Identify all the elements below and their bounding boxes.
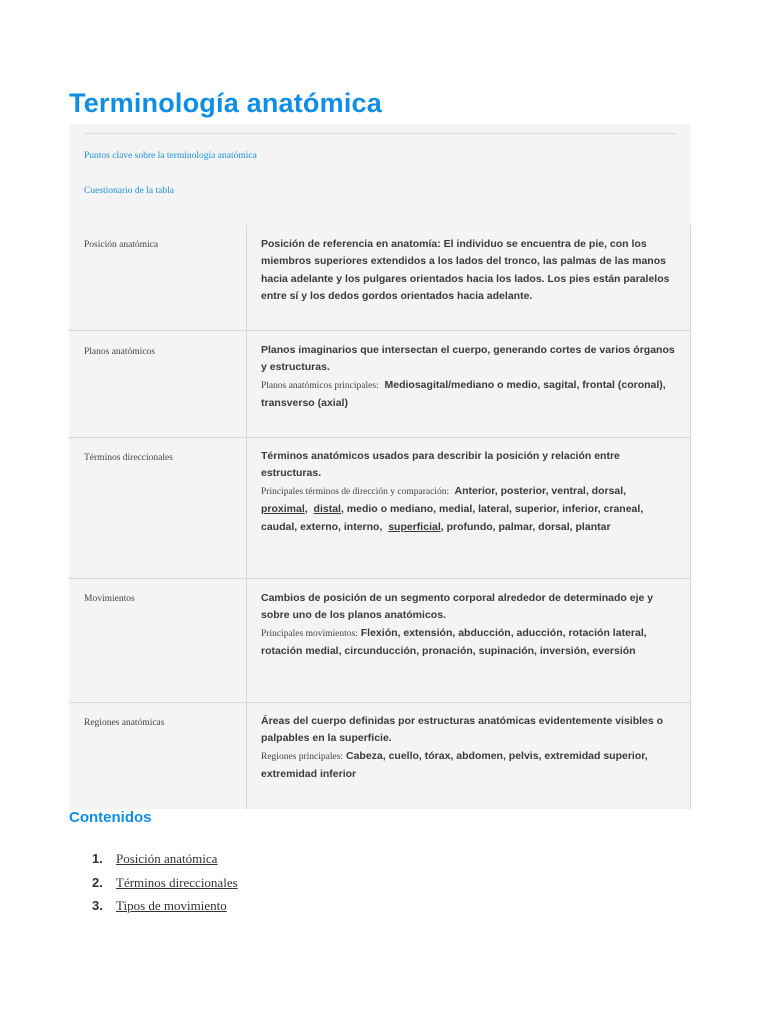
list-item: 3. Tipos de movimiento <box>92 898 227 913</box>
row-divider <box>69 330 691 331</box>
toc-link-terminos[interactable]: Términos direccionales <box>116 874 238 890</box>
row-text-posicion: Posición de referencia en anatomía: El individuo se encuentra de pie, con los miembros superiores extendidos a los lados del tronco, las palmas de las manos hacia adelante y los pulgares orientados hacia los lados. Los pies están paralelos entre sí y los dedos gordos orientados hacia adelante. <box>261 238 670 303</box>
toc-link-movimiento[interactable]: Tipos de movimiento <box>116 898 227 913</box>
key-points-link[interactable]: Puntos clave sobre la terminología anatómica <box>84 151 257 161</box>
row-label-posicion: Posición anatómica <box>84 240 159 250</box>
list-item: 2. Términos direccionales <box>92 874 238 890</box>
row-text-planos: Planos imaginarios que intersectan el cuerpo, generando cortes de varios órganos y estructuras. Planos anatómicos principales: Mediosagital/mediano o medio, sagital, frontal (coronal), transverso (axial) <box>261 344 675 410</box>
row-label-movimientos: Movimientos <box>84 594 135 604</box>
table-column-divider <box>246 225 247 809</box>
row-text-terminos: Términos anatómicos usados para describir la posición y relación entre estructuras. Principales términos de dirección y comparación: Anterior, posterior, ventral, dorsal, proximal, distal, medio o mediano, medial, lateral, superior, inferior, craneal, caudal, externo, interno, superficial, profundo, palmar, dorsal, plantar <box>261 450 644 533</box>
row-label-terminos: Términos direccionales <box>84 453 173 463</box>
row-divider <box>69 437 691 438</box>
distal-link[interactable]: distal <box>313 503 341 516</box>
table-right-border <box>690 225 691 809</box>
list-item: 1. Posición anatómica <box>92 851 218 866</box>
quiz-link[interactable]: Cuestionario de la tabla <box>84 186 174 196</box>
row-divider <box>69 578 691 579</box>
contents-list <box>92 851 238 922</box>
row-label-regiones: Regiones anatómicas <box>84 718 165 728</box>
page-title: Terminología anatómica <box>69 88 382 118</box>
sub-label: Principales términos de dirección y comparación: <box>261 486 450 497</box>
sub-label: Principales movimientos: <box>261 628 358 639</box>
sub-label: Regiones principales: <box>261 751 344 762</box>
toc-link-posicion[interactable]: Posición anatómica <box>116 851 218 866</box>
sub-label: Planos anatómicos principales: <box>261 380 379 391</box>
row-label-planos: Planos anatómicos <box>84 347 155 357</box>
row-text-movimientos: Cambios de posición de un segmento corporal alrededor de determinado eje y sobre uno de los planos anatómicos. Principales movimientos: Flexión, extensión, abducción, aducción, rotación lateral, rotación medial, circunducción, pronación, supinación, inversión, eversión <box>261 592 654 658</box>
proximal-link[interactable]: proximal <box>261 503 305 516</box>
row-divider <box>69 702 691 703</box>
superficial-link[interactable]: superficial <box>388 520 441 533</box>
divider <box>84 133 677 134</box>
row-text-regiones: Áreas del cuerpo definidas por estructuras anatómicas evidentemente visibles o palpables en la superficie. Regiones principales: Cabeza, cuello, tórax, abdomen, pelvis, extremidad superior, extremidad inferior <box>261 715 664 781</box>
contents-heading: Contenidos <box>69 809 152 826</box>
